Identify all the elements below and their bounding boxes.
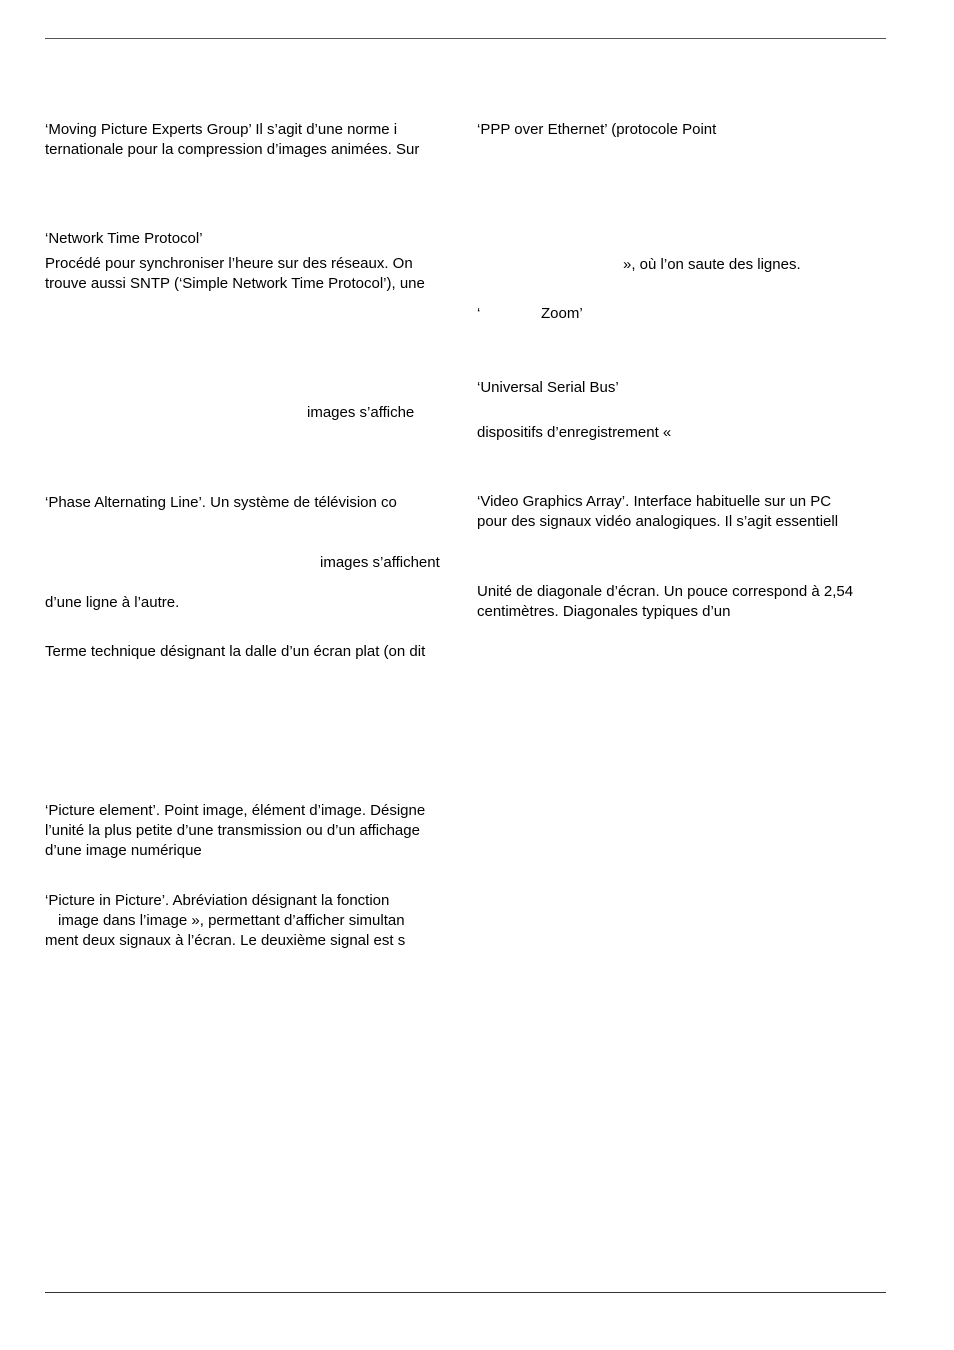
pppoe-line: ‘PPP over Ethernet’ (protocole Point xyxy=(477,121,717,138)
panel-line: Terme technique désignant la dalle d’un écran plat (on dit xyxy=(45,643,426,660)
pixel-line-2: l’unité la plus petite d’une transmission ou d’un affichage xyxy=(45,822,420,839)
pip-line-2: image dans l’image », permettant d’afficher simultan xyxy=(58,912,405,929)
fragment-ligne: d’une ligne à l’autre. xyxy=(45,594,180,611)
pip-line-1: ‘Picture in Picture’. Abréviation désignant la fonction xyxy=(45,892,390,909)
pixel-line-3: d’une image numérique xyxy=(45,842,202,859)
ntp-title: ‘Network Time Protocol’ xyxy=(45,230,203,247)
header-rule xyxy=(45,38,886,39)
ntp-line-2: trouve aussi SNTP (‘Simple Network Time Protocol’), une xyxy=(45,275,425,292)
mpeg-line-1: ‘Moving Picture Experts Group’ Il s’agit d’une norme i xyxy=(45,121,398,138)
zoom-line: Zoom’ xyxy=(541,305,583,322)
mpeg-line-2: ternationale pour la compression d’images animées. Sur xyxy=(45,141,420,158)
fragment-affichent: images s’affichent xyxy=(320,554,440,571)
pip-line-3: ment deux signaux à l’écran. Le deuxième signal est s xyxy=(45,932,406,949)
usb-title: ‘Universal Serial Bus’ xyxy=(477,379,619,396)
zoom-quote: ‘ xyxy=(477,305,481,322)
fragment-affiche: images s’affiche xyxy=(307,404,415,421)
inch-line-2: centimètres. Diagonales typiques d’un xyxy=(477,603,731,620)
pal-line: ‘Phase Alternating Line’. Un système de télévision co xyxy=(45,494,397,511)
ntp-line-1: Procédé pour synchroniser l’heure sur des réseaux. On xyxy=(45,255,413,272)
pixel-line-1: ‘Picture element’. Point image, élément d’image. Désigne xyxy=(45,802,426,819)
footer-rule xyxy=(45,1292,886,1293)
progressive-line: », où l’on saute des lignes. xyxy=(623,256,801,273)
vga-line-1: ‘Video Graphics Array’. Interface habituelle sur un PC xyxy=(477,493,832,510)
usb-line: dispositifs d’enregistrement « xyxy=(477,424,672,441)
inch-line-1: Unité de diagonale d’écran. Un pouce correspond à 2,54 xyxy=(477,583,854,600)
vga-line-2: pour des signaux vidéo analogiques. Il s’agit essentiell xyxy=(477,513,839,530)
